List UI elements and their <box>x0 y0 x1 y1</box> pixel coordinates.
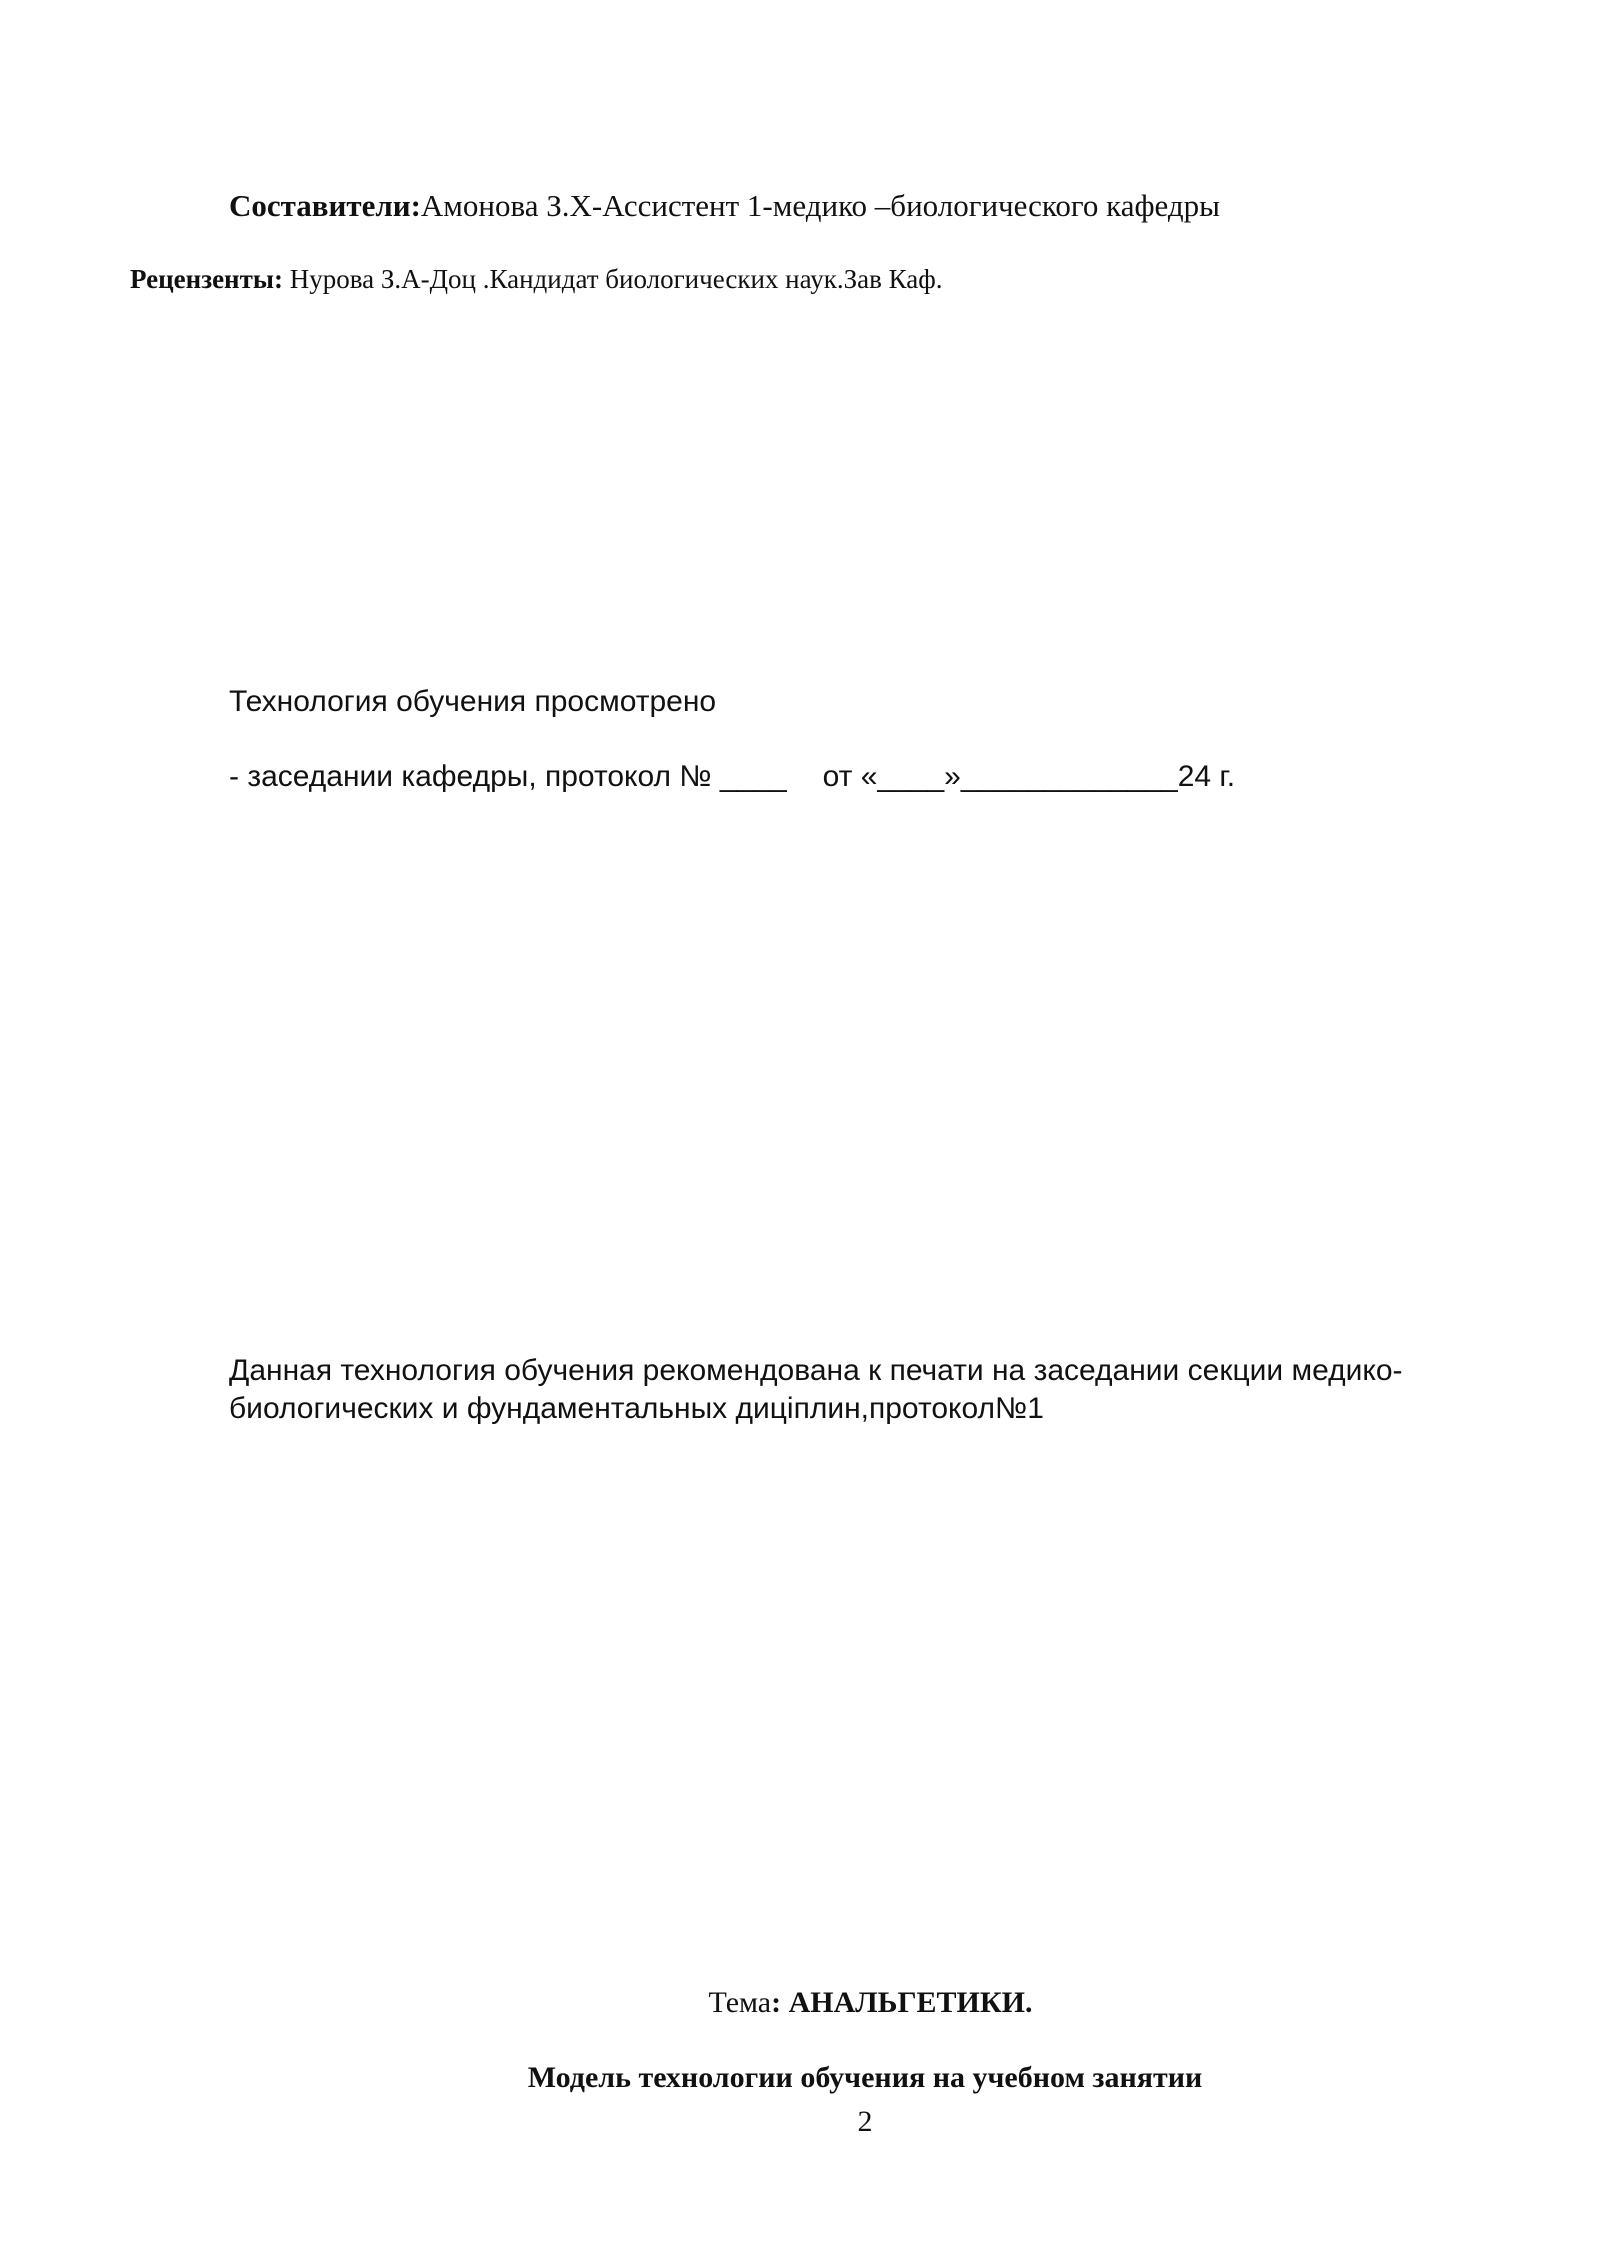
compilers-line <box>229 188 1220 224</box>
review-title: Технология обучения просмотрено <box>229 685 717 718</box>
topic-value: : АНАЛЬГЕТИКИ. <box>771 1986 1033 2019</box>
model-title-text: Модель технологии обучения на учебном занятии <box>527 2061 1203 2094</box>
meeting-protocol-number: - заседании кафедры, протокол № ____ <box>229 760 787 793</box>
compilers-text: Амонова З.Х-Ассистент 1-медико –биологического кафедры <box>420 188 1220 223</box>
page-number: 2 <box>857 2105 873 2138</box>
recommendation-line-1: Данная технология обучения рекомендована к печати на заседании секции медико- <box>229 1354 1403 1387</box>
recommendation-paragraph <box>229 1352 1409 1428</box>
compilers-label: Составители: <box>229 188 421 223</box>
reviewers-line <box>130 264 943 295</box>
recommendation-line-2: биологических и фундаментальных диціплин,протокол№1 <box>229 1392 1044 1425</box>
reviewers-text: Нурова З.А-Доц .Кандидат биологических наук.Зав Каф. <box>282 264 943 294</box>
reviewers-label: Рецензенты: <box>130 264 283 294</box>
topic-heading <box>0 1986 1600 2020</box>
meeting-protocol-line <box>229 760 1235 794</box>
model-title <box>0 2061 1600 2095</box>
meeting-date: от «____»_____________24 г. <box>822 760 1236 793</box>
topic-label: Тема <box>708 1986 772 2019</box>
